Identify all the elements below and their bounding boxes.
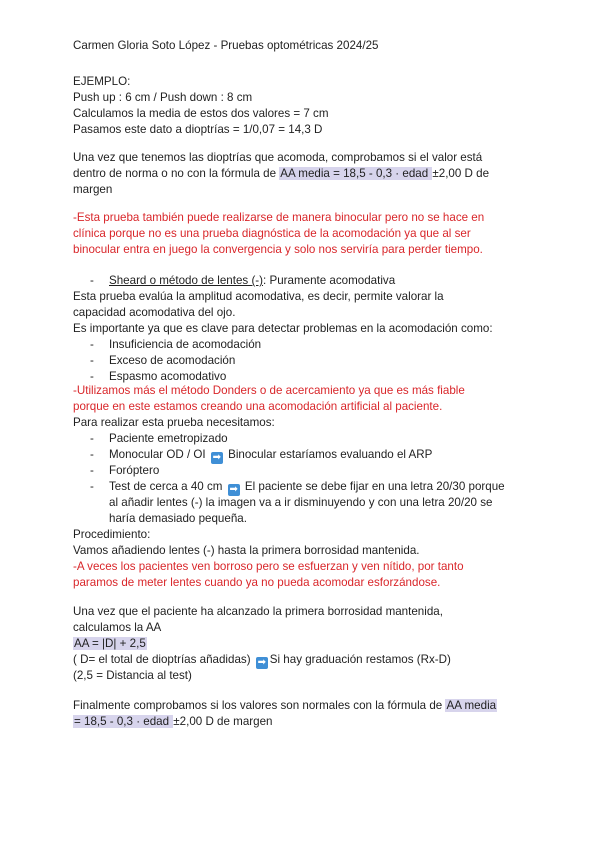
aa-formula: AA = |D| + 2,5 (74, 637, 146, 650)
example-heading: EJEMPLO: (73, 75, 131, 88)
procedure-note-2: paramos de meter lentes cuando ya no pueda acomodar esforzándose. (73, 576, 441, 589)
requirement-continuation: haría demasiado pequeña. (109, 512, 247, 525)
sheard-subtitle: : Puramente acomodativa (263, 274, 396, 287)
example-line-2: Calculamos la media de estos dos valores = 7 cm (73, 107, 329, 120)
problem-item: Insuficiencia de acomodación (109, 338, 262, 351)
bullet-dash: - (90, 480, 94, 493)
requirement-text: El paciente se debe fijar en una letra 20/30 porque (241, 480, 505, 493)
requirement-text: Monocular OD / OI (109, 448, 209, 461)
sheard-title: Sheard o método de lentes (-) (109, 274, 264, 287)
calc-formula-line (73, 636, 147, 652)
sheard-title-line (109, 273, 395, 289)
note2-line-1: -Utilizamos más el método Donders o de acercamiento ya que es más fiable (73, 384, 465, 397)
requirement-item (109, 447, 432, 464)
requirement-text: Binocular estaríamos evaluando el ARP (224, 448, 433, 461)
example-line-1: Push up : 6 cm / Push down : 8 cm (73, 91, 253, 104)
bullet-dash: - (90, 448, 94, 461)
procedure-heading: Procedimiento: (73, 528, 151, 541)
requirements-heading: Para realizar esta prueba necesitamos: (73, 416, 275, 429)
arrow-right-icon: ➡ (229, 484, 238, 495)
example-line-3: Pasamos este dato a dioptrías = 1/0,07 = 14,3 D (73, 123, 323, 136)
sheard-line-3: Es importante ya que es clave para detectar problemas en la acomodación como: (73, 322, 493, 335)
final-line-2 (73, 714, 272, 730)
calc-text: Si hay graduación restamos (Rx-D) (269, 653, 451, 666)
calc-line-3 (73, 652, 451, 669)
bullet-dash: - (90, 464, 94, 477)
arrow-right-icon: ➡ (212, 452, 222, 463)
calc-line-1: Una vez que el paciente ha alcanzado la primera borrosidad mantenida, (73, 605, 443, 618)
bullet-dash: - (90, 338, 94, 351)
formula-highlight: AA media (446, 699, 497, 712)
formula-highlight: = 18,5 - 0,3 · edad (74, 715, 173, 728)
requirement-item (109, 479, 505, 496)
paragraph1-line-2 (73, 166, 489, 182)
paragraph1-text: dentro de norma o no con la fórmula de (73, 167, 280, 180)
requirement-item: Forópter​o (109, 464, 160, 477)
problem-item: Exceso de acomodación (109, 354, 236, 367)
bullet-dash: - (90, 432, 94, 445)
bullet-dash: - (90, 370, 94, 383)
calc-text: ( D= el total de dioptrías añadidas) (73, 653, 254, 666)
calc-line-2: calculamos la AA (73, 621, 162, 634)
formula-highlight: AA media = 18,5 - 0,3 · edad (280, 167, 432, 180)
problem-item: Espasmo acomodativo (109, 370, 227, 383)
requirement-continuation: al añadir lentes (-) la imagen va a ir disminuyendo y con una letra 20/20 se (109, 496, 493, 509)
sheard-line-2: capacidad acomodativa del ojo. (73, 306, 236, 319)
bullet-dash: - (90, 354, 94, 367)
note1-line-3: binocular entra en juego la convergencia y solo nos serviría para perder tiempo. (73, 243, 483, 256)
bullet-dash: - (90, 274, 94, 287)
final-text: ±2,00 D de margen (173, 715, 273, 728)
procedure-note-1: -A veces los pacientes ven borroso pero se esfuerzan y ven nítido, por tanto (73, 560, 464, 573)
arrow-right-icon: ➡ (257, 657, 266, 668)
sheard-line-1: Esta prueba evalúa la amplitud acomodativa, es decir, permite valorar la (73, 290, 444, 303)
page-header: Carmen Gloria Soto López - Pruebas optométricas 2024/25 (73, 39, 379, 52)
note2-line-2: porque en este estamos creando una acomodación artificial al paciente. (73, 400, 443, 413)
calc-line-4: (2,5 = Distancia al test) (73, 669, 192, 682)
final-line-1 (73, 698, 497, 714)
note1-line-2: clínica porque no es una prueba diagnóstica de la acomodación ya que al ser (73, 227, 471, 240)
requirement-item: Paciente emetropizado (109, 432, 228, 445)
paragraph1-line-1: Una vez que tenemos las dioptrías que acomoda, comprobamos si el valor está (73, 151, 483, 164)
requirement-text: Test de cerca a 40 cm (109, 480, 226, 493)
procedure-line-1: Vamos añadiendo lentes (-) hasta la primera borrosidad mantenida. (73, 544, 420, 557)
final-text: Finalmente comprobamos si los valores son normales con la fórmula de (73, 699, 446, 712)
paragraph1-line-3: margen (73, 183, 113, 196)
note1-line-1: -Esta prueba también puede realizarse de manera binocular pero no se hace en (73, 211, 485, 224)
paragraph1-text-end: ±2,00 D de (432, 167, 490, 180)
